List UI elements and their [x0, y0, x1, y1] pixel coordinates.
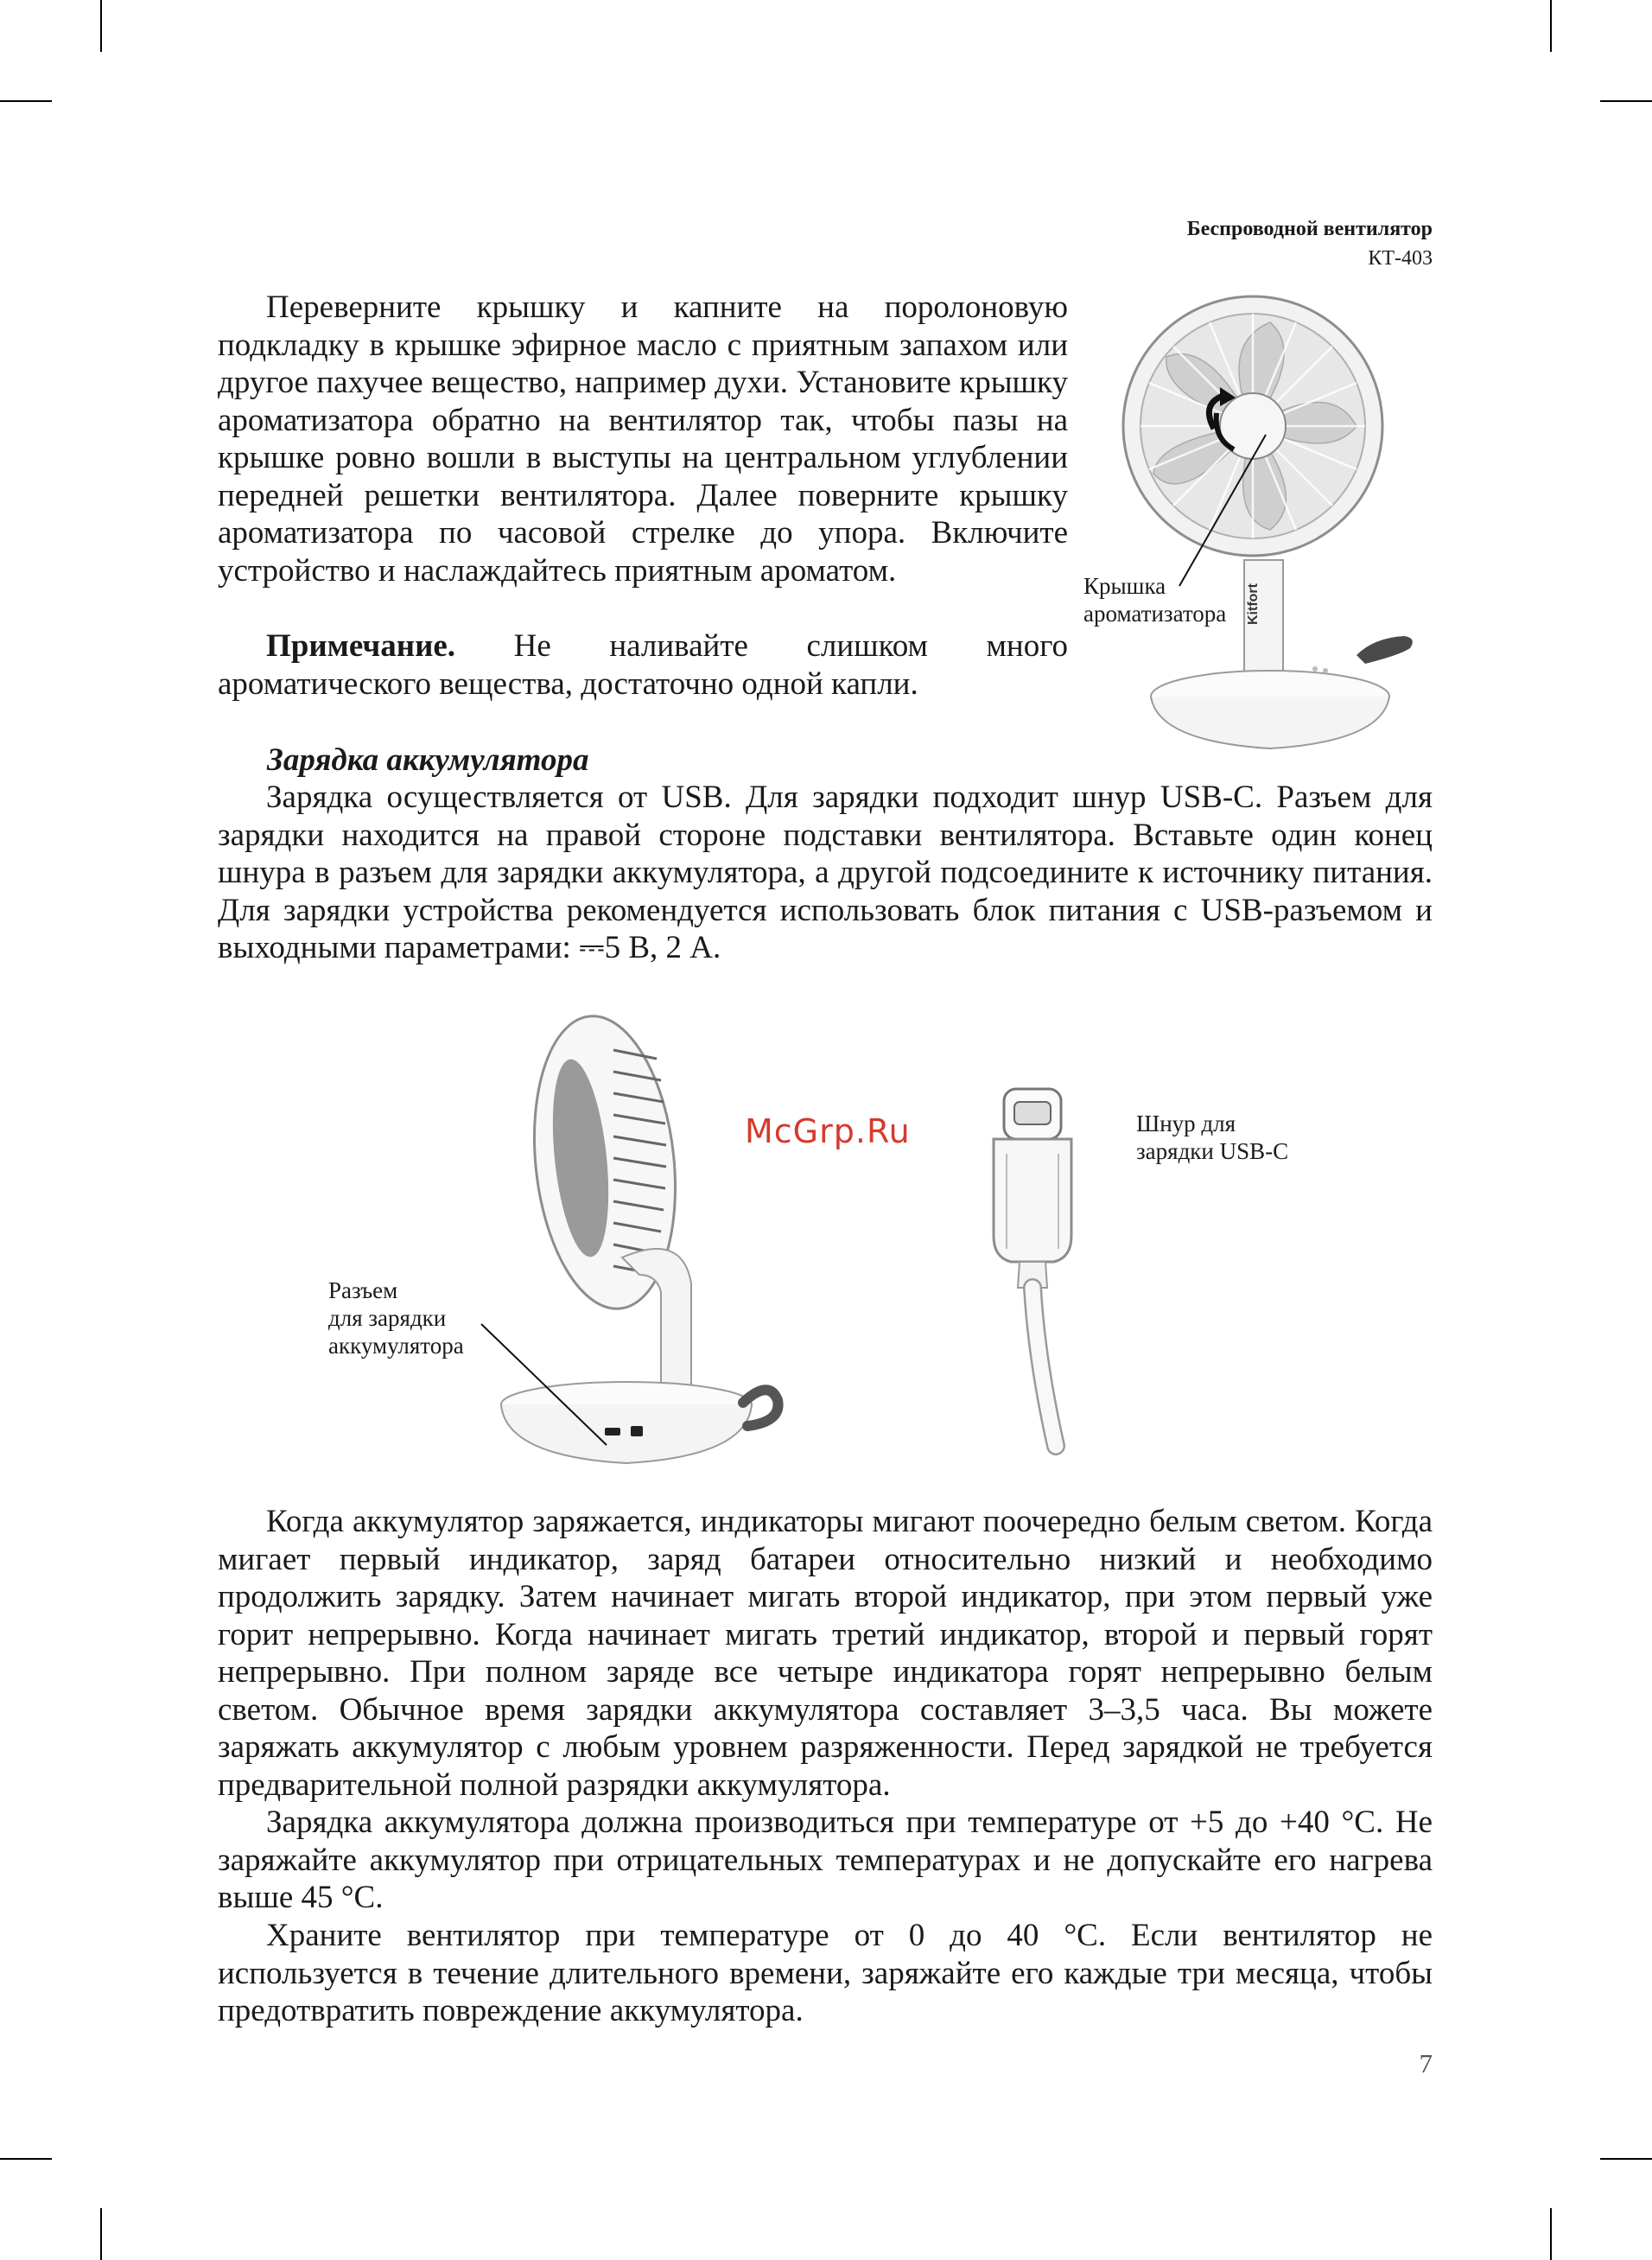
- crop-mark: [100, 0, 102, 52]
- port-leader-line: [480, 1322, 618, 1443]
- watermark: McGrp.Ru: [745, 1112, 911, 1150]
- port-label-line2: для зарядки: [328, 1305, 447, 1331]
- storage-text: Храните вентилятор при температуре от 0 до 40 °C. Если вентилятор не используется в течение длительного времени, заряжайте его каждые три месяца, чтобы предотвратить повреждение аккумулятора.: [218, 1918, 1433, 2028]
- storage-paragraph: [218, 1917, 1433, 2030]
- aroma-cap-label: [1083, 572, 1226, 627]
- crop-mark: [1600, 100, 1652, 102]
- cable-label-line2: зарядки USB-C: [1136, 1138, 1289, 1164]
- aroma-cap-label-line1: Крышка: [1083, 573, 1166, 599]
- indicators-text: Когда аккумулятор заряжается, индикаторы мигают поочередно белым светом. Когда мигает первый индикатор, заряд батареи относительно низкий и необходимо продолжить зарядку. Затем начинает мигать второй индикатор, при этом первый уже горит непрерывно. Когда начинает мигать третий индикатор, второй и первый горят непрерывно. При полном заряде все четыре индикатора горят непрерывно белым светом. Обычное время зарядки аккумулятора составляет 3–3,5 часа. Вы можете заряжать аккумулятор с любым уровнем разряженности. Перед зарядкой не требуется предварительной полной разрядки аккумулятора.: [218, 1504, 1433, 1803]
- note-text: Не наливайте слишком много ароматического вещества, достаточно одной капли.: [218, 628, 1068, 702]
- header-model: КТ-403: [1368, 247, 1433, 270]
- brand-logo: Kitfort: [1246, 583, 1261, 625]
- intro-paragraph: [218, 289, 1068, 589]
- crop-mark: [1600, 2158, 1652, 2160]
- fan-front-illustration: [1071, 275, 1434, 759]
- page-number: 7: [1419, 2048, 1433, 2079]
- note-paragraph: [218, 627, 1068, 703]
- running-header: [1187, 214, 1433, 273]
- header-title: Беспроводной вентилятор: [1186, 218, 1433, 240]
- crop-mark: [0, 2158, 52, 2160]
- charging-text: Зарядка осуществляется от USB. Для зарядки подходит шнур USB-C. Разъем для зарядки находится на правой стороне подставки вентилятора. Вставьте один конец шнура в разъем для зарядки аккумулятора, а другой подсоедините к источнику питания. Для зарядки устройства рекомендуется использовать блок питания с USB-разъемом и выходными параметрами: ⎓5 В, 2 А.: [218, 780, 1433, 965]
- usb-c-cable-illustration: [985, 1085, 1080, 1448]
- crop-mark: [1550, 2208, 1552, 2260]
- usb-cable-label: [1136, 1110, 1288, 1165]
- temperature-text: Зарядка аккумулятора должна производиться при температуре от +5 до +40 °C. Не заряжайте аккумулятор при отрицательных температурах и не допускайте его нагрева выше 45 °C.: [218, 1805, 1433, 1915]
- crop-mark: [100, 2208, 102, 2260]
- charging-section-title: Зарядка аккумулятора: [267, 742, 589, 778]
- temperature-paragraph: [218, 1804, 1433, 1917]
- charging-port-label: [328, 1276, 464, 1359]
- charging-paragraph: [218, 779, 1433, 967]
- crop-mark: [1550, 0, 1552, 52]
- port-label-line1: Разъем: [328, 1277, 398, 1303]
- port-label-line3: аккумулятора: [328, 1333, 464, 1359]
- intro-text: Переверните крышку и капните на поролоновую подкладку в крышке эфирное масло с приятным запахом или другое пахучее вещество, например духи. Установите крышку ароматизатора обратно на вентилятор так, чтобы пазы на крышке ровно вошли в выступы на центральном углублении передней решетки вентилятора. Далее поверните крышку ароматизатора по часовой стрелке до упора. Включите устройство и наслаждайтесь приятным ароматом.: [218, 290, 1068, 589]
- note-label: Примечание.: [266, 628, 456, 664]
- indicators-paragraph: [218, 1503, 1433, 1804]
- cable-label-line1: Шнур для: [1136, 1111, 1236, 1136]
- crop-mark: [0, 100, 52, 102]
- aroma-cap-label-line2: ароматизатора: [1083, 601, 1227, 627]
